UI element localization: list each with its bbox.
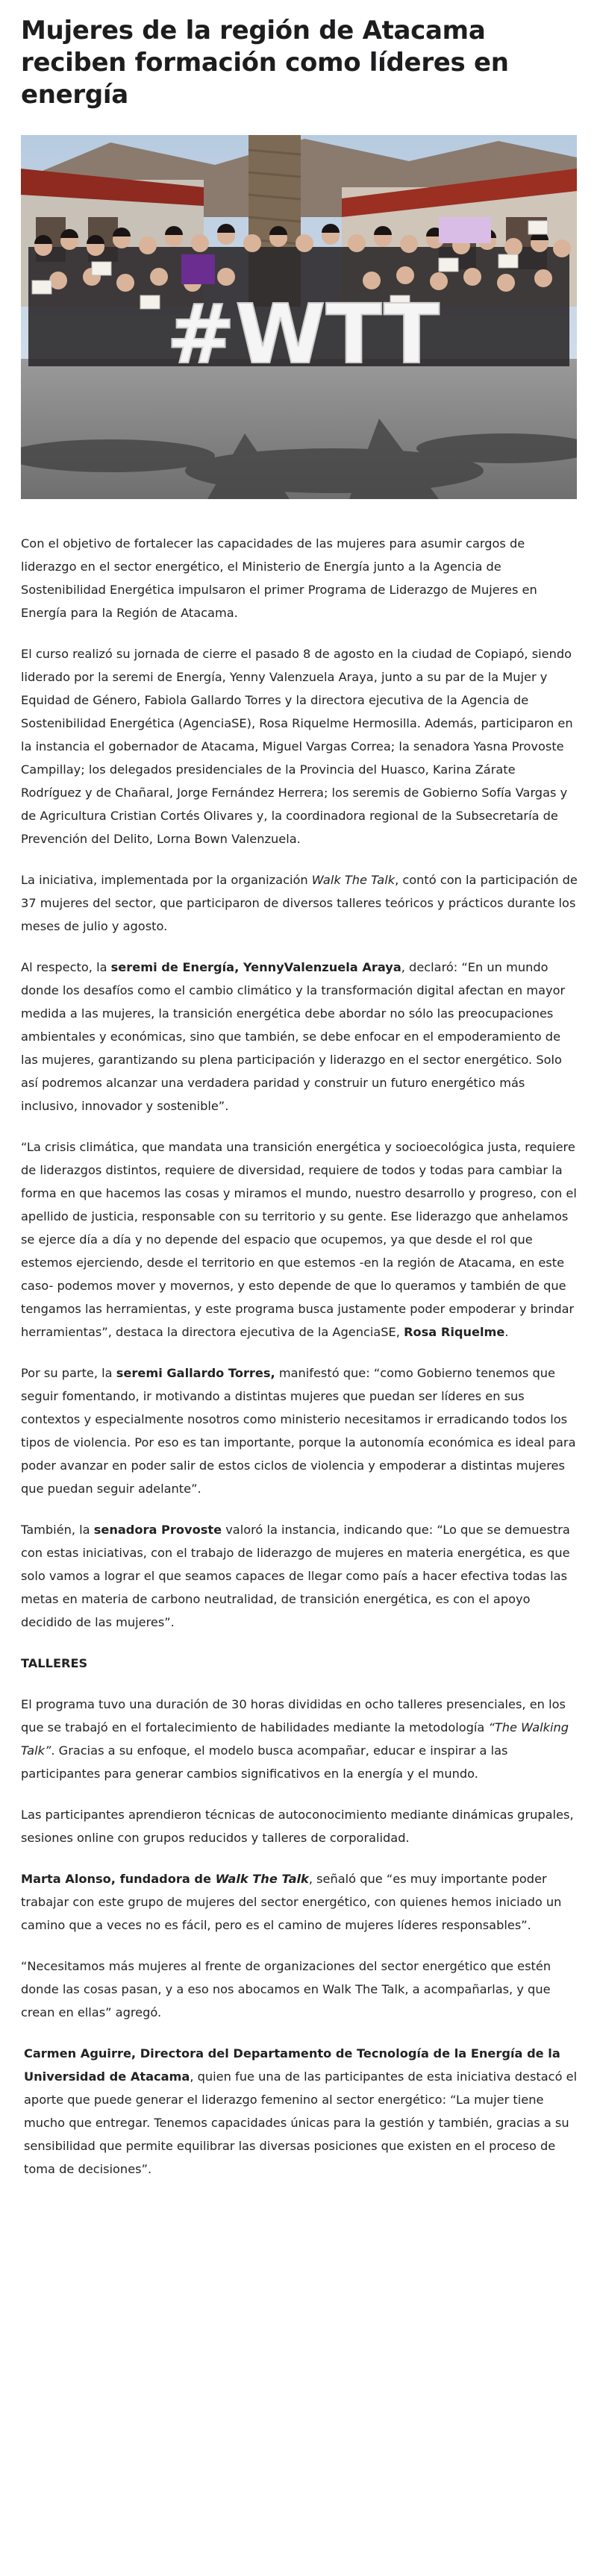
article-paragraph — [21, 2042, 578, 2181]
paragraph-segment: También, la — [21, 1523, 94, 1537]
paragraph-segment: “Necesitamos más mujeres al frente de organizaciones del sector energético que estén donde las cosas pasan, y a eso nos abocamos en Walk The Talk, a acompañarlas, y que crean en ellas” agregó. — [21, 1959, 551, 2019]
paragraph-segment: , quien fue una de las participantes de esta iniciativa destacó el aporte que puede generar el liderazgo femenino al sector energético: “La mujer tiene mucho que entregar. Tenemos capacidades únicas para la gestión y también, gracias a su sensibilidad que permite equilibrar las diversas posiciones que existen en el proceso de toma de decisiones”. — [24, 2069, 578, 2176]
paragraph-segment: Con el objetivo de fortalecer las capacidades de las mujeres para asumir cargos de liderazgo en el sector energético, el Ministerio de Energía junto a la Agencia de Sostenibilidad Energética impulsaron el primer Programa de Liderazgo de Mujeres en Energía para la Región de Atacama. — [21, 536, 537, 620]
section-heading-talleres: TALLERES — [21, 1656, 88, 1670]
paragraph-segment: Walk The Talk — [215, 1872, 309, 1886]
paragraph-segment: Marta Alonso, fundadora de — [21, 1872, 216, 1886]
paragraph-segment: , contó con la participación de 37 mujeres del sector, que participaron de diversos talleres teóricos y prácticos durante los meses de julio y agosto. — [21, 873, 578, 933]
article-body-talleres — [21, 1693, 578, 2181]
article-paragraph — [21, 868, 578, 938]
article-paragraph — [21, 1361, 578, 1500]
paragraph-segment: La iniciativa, implementada por la organización — [21, 873, 312, 887]
hero-sign-text: #WTT — [166, 286, 440, 382]
paragraph-segment: El programa tuvo una duración de 30 horas divididas en ocho talleres presenciales, en los que se trabajó en el fortalecimiento de habilidades mediante la metodología — [21, 1697, 566, 1734]
article-paragraph — [21, 956, 578, 1118]
article-paragraph — [21, 1693, 578, 1785]
article-body — [21, 532, 578, 1634]
article-paragraph — [21, 1135, 578, 1344]
paragraph-segment: , declaró: “En un mundo donde los desafíos como el cambio climático y la transformación digital afectan en mayor medida a las mujeres, la transición energética debe abordar no sólo las preocupaciones ambientales y económicas, sino que también, se debe enfocar en el empoderamiento de las mujeres, garantizando su plena participación y liderazgo en el sector energético. Solo así podremos alcanzar una verdadera paridad y construir un futuro energético más inclusivo, innovador y sostenible”. — [21, 960, 566, 1113]
paragraph-segment: Carmen Aguirre, Directora del Departamento de Tecnología de la Energía de la Universidad de Atacama — [24, 2046, 560, 2084]
paragraph-segment: seremi Gallardo Torres, — [116, 1366, 275, 1380]
paragraph-segment: . — [504, 1325, 509, 1339]
article-paragraph — [21, 1955, 578, 2024]
paragraph-segment: Las participantes aprendieron técnicas de autoconocimiento mediante dinámicas grupales, sesiones online con grupos reducidos y talleres de corporalidad. — [21, 1808, 574, 1845]
article-paragraph — [21, 642, 578, 850]
paragraph-segment: Al respecto, la — [21, 960, 111, 974]
paragraph-segment: . Gracias a su enfoque, el modelo busca acompañar, educar e inspirar a las participantes para generar cambios significativos en la energía y el mundo. — [21, 1743, 508, 1781]
article-paragraph — [21, 1518, 578, 1634]
paragraph-segment: El curso realizó su jornada de cierre el pasado 8 de agosto en la ciudad de Copiapó, siendo liderado por la seremi de Energía, Yenny Valenzuela Araya, junto a su par de la Mujer y Equidad de Género, Fabiola Gallardo Torres y la directora ejecutiva de la Agencia de Sostenibilidad Energética (AgenciaSE), Rosa Riquelme Hermosilla. Además, participaron en la instancia el gobernador de Atacama, Miguel Vargas Correa; la senadora Yasna Provoste Campillay; los delegados presidenciales de la Provincia del Huasco, Karina Zárate Rodríguez y de Chañaral, Jorge Fernández Herrera; los seremis de Gobierno Sofía Vargas y de Agricultura Cristian Cortés Olivares y, la coordinadora regional de la Subsecretaría de Prevención del Delito, Lorna Bown Valenzuela. — [21, 647, 573, 846]
article-title: Mujeres de la región de Atacama reciben formación como líderes en energía — [21, 16, 509, 110]
article-paragraph — [21, 1867, 578, 1937]
paragraph-segment: manifestó que: “como Gobierno tenemos que seguir fomentando, ir motivando a distintas mujeres que puedan ser líderes en sus contextos y especialmente nosotros como ministerio necesitamos ir erradicando todos los tipos de violencia. Por eso es tan importante, porque la autonomía económica es ideal para poder avanzar en poder salir de estos ciclos de violencia y empoderar a distintas mujeres que puedan seguir adelante”. — [21, 1366, 576, 1496]
article-paragraph — [21, 1803, 578, 1849]
group-photo-icon — [21, 135, 577, 499]
paragraph-segment: Walk The Talk — [311, 873, 396, 887]
paragraph-segment: “The Walking Talk” — [21, 1720, 569, 1758]
paragraph-segment: , señaló que “es muy importante poder trabajar con este grupo de mujeres del sector energético, con quienes hemos iniciado un camino que a veces no es fácil, pero es el camino de mujeres líderes responsables”. — [21, 1872, 562, 1932]
article-paragraph — [21, 532, 578, 624]
paragraph-segment: Rosa Riquelme — [404, 1325, 505, 1339]
paragraph-segment: senadora Provoste — [93, 1523, 222, 1537]
paragraph-segment: “La crisis climática, que mandata una transición energética y socioecológica justa, requiere de liderazgos distintos, requiere de diversidad, requiere de todos y todas para cambiar la forma en que hacemos las cosas y miramos el mundo, nuestro desarrollo y progreso, con el apellido de justicia, responsable con su territorio y su gente. Ese liderazgo que anhelamos se ejerce día a día y no depende del espacio que ocupemos, ya que desde el rol que estemos ejerciendo, desde el territorio en que estemos -en la región de Atacama, en este caso- podemos mover y movernos, y esto depende de que lo queramos y también de que tengamos las herramientas, y este programa busca justamente poder empoderar y brindar herramientas”, destaca la directora ejecutiva de la AgenciaSE, — [21, 1140, 577, 1339]
paragraph-segment: seremi de Energía, YennyValenzuela Araya — [110, 960, 401, 974]
paragraph-segment: Por su parte, la — [21, 1366, 116, 1380]
hero-photo — [21, 135, 577, 499]
paragraph-segment: valoró la instancia, indicando que: “Lo que se demuestra con estas iniciativas, con el trabajo de liderazgo de mujeres en materia energética, es que solo vamos a lograr el que seamos capaces de llegar como país a hacer efectiva todas las metas en materia de carbono neutralidad, de transición energética, es con el apoyo decidido de las mujeres”. — [21, 1523, 570, 1629]
